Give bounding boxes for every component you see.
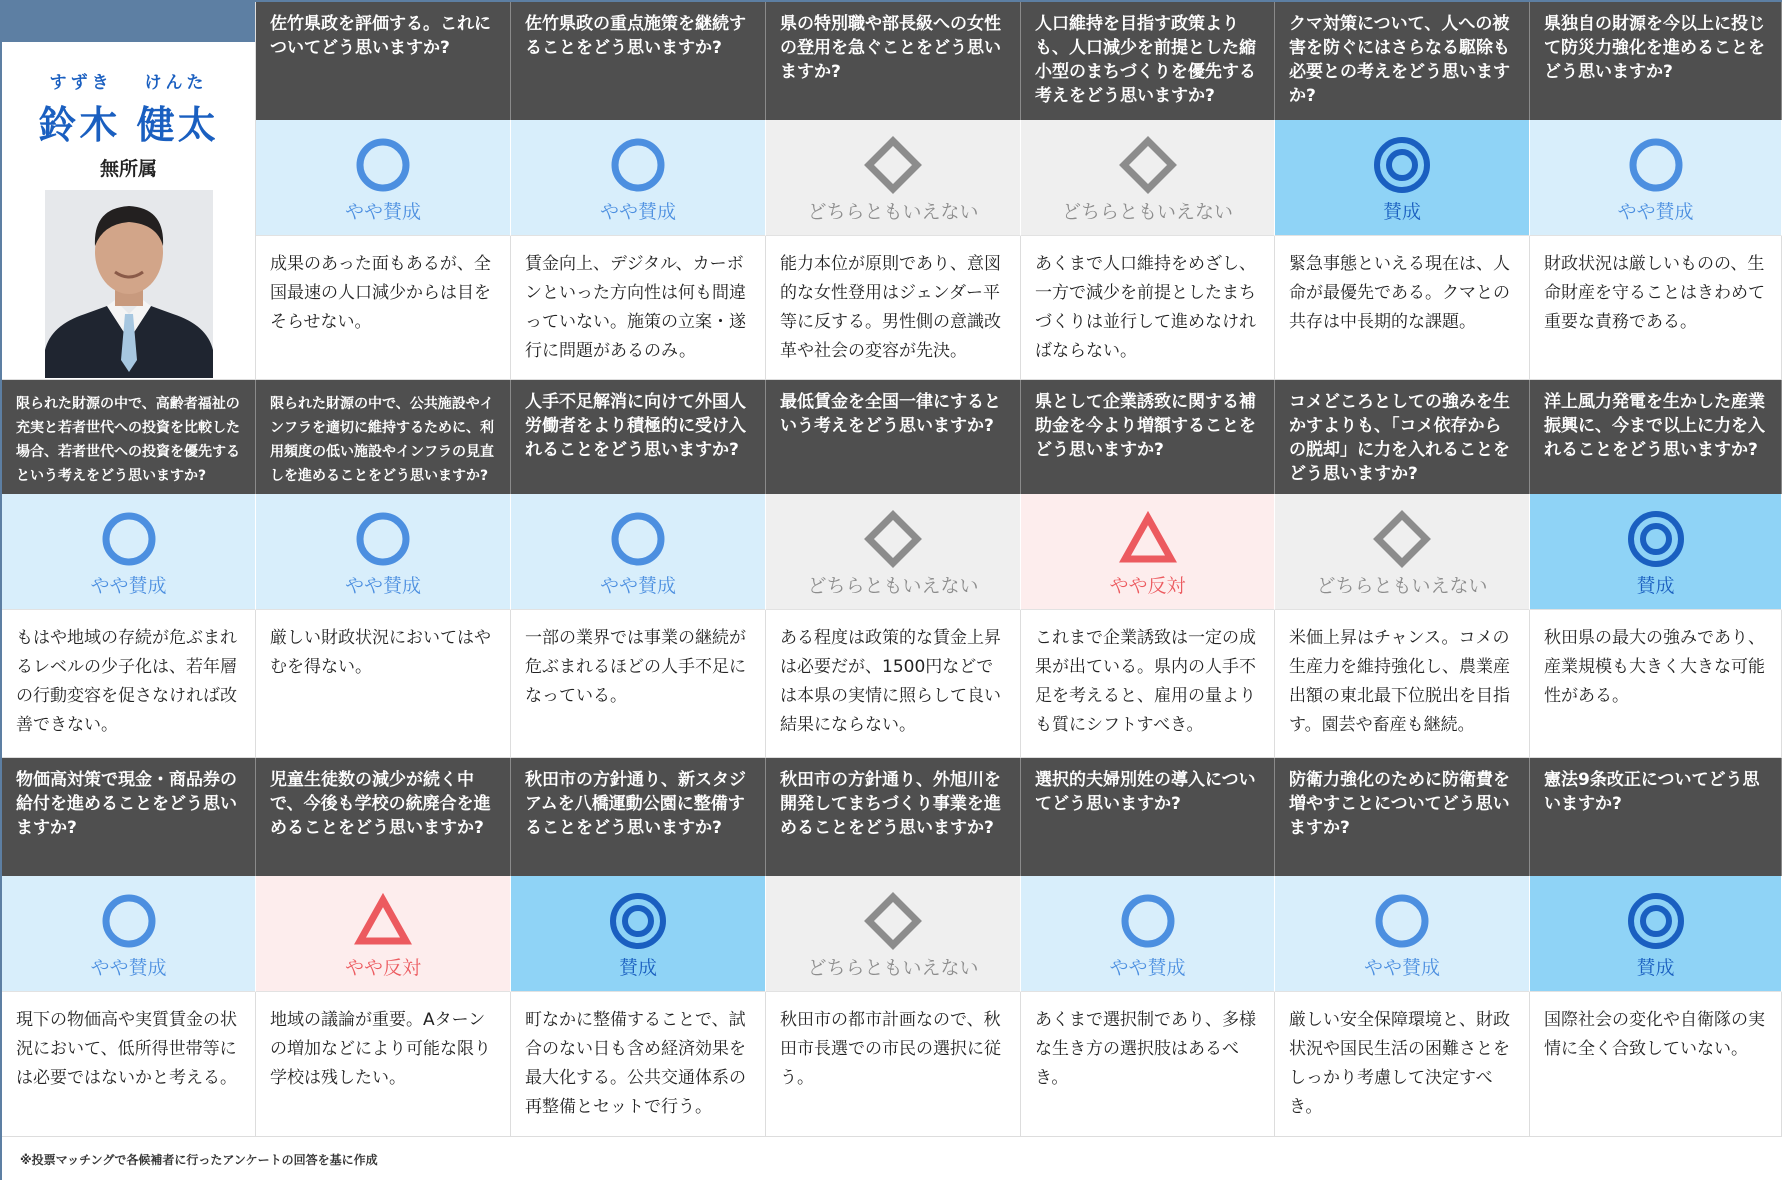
stance-label: やや賛成 [1109,957,1186,979]
circle-icon [98,508,160,570]
candidate-name: 鈴木 健太 [38,103,219,147]
stance-cell [2,876,256,992]
stance-cell [1275,120,1530,236]
stance-label: どちらともいえない [1316,575,1488,597]
question-cell: 選択的夫婦別姓の導入についてどう思いますか? [1021,758,1275,876]
stance-cell [766,120,1021,236]
comment-cell: 厳しい財政状況においてはやむを得ない。 [256,610,511,758]
diamond-icon [1371,508,1433,570]
question-cell: 物価高対策で現金・商品券の給付を進めることをどう思いますか? [2,758,256,876]
circle-icon [1117,890,1179,952]
stance-cell [256,876,511,992]
stance-label: やや反対 [344,957,421,979]
question-cell: 県として企業誘致に関する補助金を今より増額することをどう思いますか? [1021,380,1275,494]
stance-cell [256,120,511,236]
stance-cell [511,120,766,236]
stance-cell [1021,494,1275,610]
comment-cell: 厳しい安全保障環境と、財政状況や国民生活の困難さとをしっかり考慮して決定すべき。 [1275,992,1530,1139]
question-cell: 佐竹県政を評価する。これについてどう思いますか? [256,2,511,120]
circle-icon [98,890,160,952]
triangle-icon [352,890,414,952]
question-cell: コメどころとしての強みを生かすよりも、「コメ依存からの脱却」に力を入れることをどう思いますか? [1275,380,1530,494]
double-circle-icon [1625,890,1687,952]
stance-label: やや賛成 [1363,957,1440,979]
comment-cell: 秋田県の最大の強みであり、産業規模も大きく大きな可能性がある。 [1530,610,1782,758]
candidate-photo [45,190,213,378]
question-cell: 秋田市の方針通り、新スタジアムを八橋運動公園に整備することをどう思いますか? [511,758,766,876]
circle-icon [607,508,669,570]
question-cell: 最低賃金を全国一律にするという考えをどう思いますか? [766,380,1021,494]
stance-cell [1275,876,1530,992]
comment-cell: 財政状況は厳しいものの、生命財産を守ることはきわめて重要な責務である。 [1530,236,1782,380]
comment-cell: あくまで選択制であり、多様な生き方の選択肢はあるべき。 [1021,992,1275,1139]
question-cell: 人口維持を目指す政策よりも、人口減少を前提とした縮小型のまちづくりを優先する考えをどう思いますか? [1021,2,1275,120]
stance-label: やや賛成 [1617,201,1694,223]
question-cell: 限られた財源の中で、公共施設やインフラを適切に維持するために、利用頻度の低い施設やインフラの見直しを進めることをどう思いますか? [256,380,511,494]
stance-cell [1021,120,1275,236]
question-cell: 人手不足解消に向けて外国人労働者をより積極的に受け入れることをどう思いますか? [511,380,766,494]
comment-cell: 現下の物価高や実質賃金の状況において、低所得世帯等には必要ではないかと考える。 [2,992,256,1139]
question-cell: 限られた財源の中で、高齢者福祉の充実と若者世代への投資を比較した場合、若者世代への投資を優先するという考えをどう思いますか? [2,380,256,494]
stance-label: やや賛成 [599,575,676,597]
comment-cell: 緊急事態といえる現在は、人命が最優先である。クマとの共存は中長期的な課題。 [1275,236,1530,380]
question-cell: 防衛力強化のために防衛費を増やすことについてどう思いますか? [1275,758,1530,876]
stance-cell [766,876,1021,992]
comment-cell: 一部の業界では事業の継続が危ぶまれるほどの人手不足になっている。 [511,610,766,758]
stance-label: 賛成 [618,957,657,979]
comment-cell: ある程度は政策的な賃金上昇は必要だが、1500円などでは本県の実情に照らして良い結果にならない。 [766,610,1021,758]
comment-cell: 町なかに整備することで、試合のない日も含め経済効果を最大化する。公共交通体系の再整備とセットで行う。 [511,992,766,1139]
candidate-party: 無所属 [99,158,157,180]
comment-cell: 成果のあった面もあるが、全国最速の人口減少からは目をそらせない。 [256,236,511,380]
question-cell: 児童生徒数の減少が続く中で、今後も学校の統廃合を進めることをどう思いますか? [256,758,511,876]
stance-label: 賛成 [1636,575,1675,597]
comment-cell: あくまで人口維持をめざし、一方で減少を前提としたまちづくりは並行して進めなければならない。 [1021,236,1275,380]
stance-label: どちらともいえない [807,957,979,979]
comment-cell: 秋田市の都市計画なので、秋田市長選での市民の選択に従う。 [766,992,1021,1139]
double-circle-icon [607,890,669,952]
candidate-profile [2,2,256,380]
stance-label: やや賛成 [90,957,167,979]
comment-cell: もはや地域の存続が危ぶまれるレベルの少子化は、若年層の行動変容を促さなければ改善できない。 [2,610,256,758]
diamond-icon [1117,134,1179,196]
circle-icon [352,134,414,196]
comment-cell: 能力本位が原則であり、意図的な女性登用はジェンダー平等に反する。男性側の意識改革や社会の変容が先決。 [766,236,1021,380]
circle-icon [352,508,414,570]
comment-cell: 地域の議論が重要。Aターンの増加などにより可能な限り学校は残したい。 [256,992,511,1139]
question-cell: 憲法9条改正についてどう思いますか? [1530,758,1782,876]
question-cell: 県独自の財源を今以上に投じて防災力強化を進めることをどう思いますか? [1530,2,1782,120]
comment-cell: 国際社会の変化や自衛隊の実情に全く合致していない。 [1530,992,1782,1139]
stance-cell [1530,494,1782,610]
stance-label: やや反対 [1109,575,1186,597]
candidate-name-ruby: すずき けんた [49,73,208,93]
footer [2,1136,1782,1181]
stance-cell [1275,494,1530,610]
stance-cell [766,494,1021,610]
stance-label: 賛成 [1636,957,1675,979]
question-cell: クマ対策について、人への被害を防ぐにはさらなる駆除も必要との考えをどう思いますか? [1275,2,1530,120]
stance-label: やや賛成 [599,201,676,223]
stance-cell [1530,120,1782,236]
double-circle-icon [1371,134,1433,196]
diamond-icon [862,508,924,570]
stance-label: どちらともいえない [807,575,979,597]
question-cell: 秋田市の方針通り、外旭川を開発してまちづくり事業を進めることをどう思いますか? [766,758,1021,876]
stance-cell [1021,876,1275,992]
stance-label: どちらともいえない [807,201,979,223]
profile-header-bar [2,2,255,42]
stance-label: 賛成 [1382,201,1421,223]
stance-label: やや賛成 [344,201,421,223]
diamond-icon [862,134,924,196]
circle-icon [1625,134,1687,196]
circle-icon [607,134,669,196]
comment-cell: これまで企業誘致は一定の成果が出ている。県内の人手不足を考えると、雇用の量よりも質にシフトすべき。 [1021,610,1275,758]
question-cell: 県の特別職や部長級への女性の登用を急ぐことをどう思いますか? [766,2,1021,120]
stance-label: どちらともいえない [1061,201,1233,223]
circle-icon [1371,890,1433,952]
diamond-icon [862,890,924,952]
double-circle-icon [1625,508,1687,570]
footnote: ※投票マッチングで各候補者に行ったアンケートの回答を基に作成 [20,1153,378,1167]
stance-cell [2,494,256,610]
question-cell: 佐竹県政の重点施策を継続することをどう思いますか? [511,2,766,120]
stance-label: やや賛成 [90,575,167,597]
triangle-icon [1117,508,1179,570]
question-cell: 洋上風力発電を生かした産業振興に、今まで以上に力を入れることをどう思いますか? [1530,380,1782,494]
stance-cell [256,494,511,610]
stance-cell [511,876,766,992]
stance-label: やや賛成 [344,575,421,597]
stance-cell [1530,876,1782,992]
stance-cell [511,494,766,610]
comment-cell: 米価上昇はチャンス。コメの生産力を維持強化し、農業産出額の東北最下位脱出を目指す。園芸や畜産も継続。 [1275,610,1530,758]
comment-cell: 賃金向上、デジタル、カーボンといった方向性は何も間違っていない。施策の立案・遂行に問題があるのみ。 [511,236,766,380]
